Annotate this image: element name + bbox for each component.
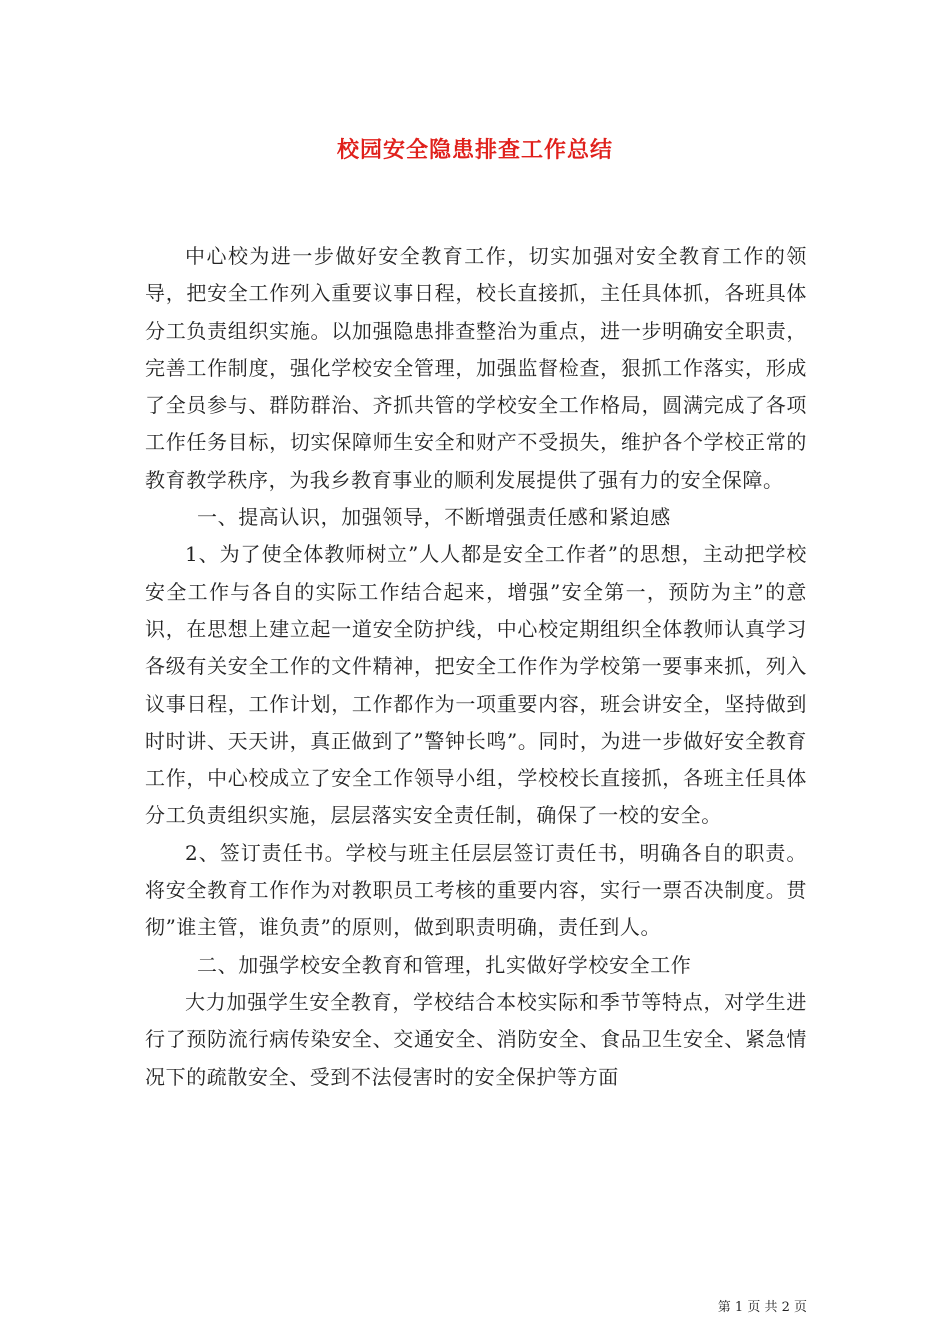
document-title: 校园安全隐患排查工作总结 (336, 137, 613, 163)
paragraph-intro: 中心校为进一步做好安全教育工作，切实加强对安全教育工作的领导，把安全工作列入重要议事日程，校长直接抓，主任具体抓，各班具体分工负责组织实施。以加强隐患排查整治为重点，进一步明确安全职责，完善工作制度，强化学校安全管理，加强监督检查，狠抓工作落实，形成了全员参与、群防群治、齐抓共管的学校安全工作格局，圆满完成了各项工作任务目标，切实保障师生安全和财产不受损失，维护各个学校正常的教育教学秩序，为我乡教育事业的顺利发展提供了强有力的安全保障。 (145, 244, 807, 492)
paragraph-item-2: 2、签订责任书。学校与班主任层层签订责任书，明确各自的职责。将安全教育工作作为对教职员工考核的重要内容，实行一票否决制度。贯彻”谁主管，谁负责”的原则，做到职责明确，责任到人。 (145, 840, 807, 940)
paragraph-item-1: 1、为了使全体教师树立”人人都是安全工作者”的思想，主动把学校安全工作与各自的实际工作结合起来，增强”安全第一，预防为主”的意识，在思想上建立起一道安全防护线，中心校定期组织全体教师认真学习各级有关安全工作的文件精神，把安全工作作为学校第一要事来抓，列入议事日程，工作计划，工作都作为一项重要内容，班会讲安全，坚持做到时时讲、天天讲，真正做到了”警钟长鸣”。同时，为进一步做好安全教育工作，中心校成立了安全工作领导小组，学校校长直接抓，各班主任具体分工负责组织实施，层层落实安全责任制，确保了一校的安全。 (145, 542, 807, 828)
paragraph-section-2: 大力加强学生安全教育，学校结合本校实际和季节等特点，对学生进行了预防流行病传染安全、交通安全、消防安全、食品卫生安全、紧急情况下的疏散安全、受到不法侵害时的安全保护等方面 (145, 989, 807, 1089)
section-heading-1: 一、提高认识，加强领导，不断增强责任感和紧迫感 (197, 505, 671, 530)
page-number-footer: 第 1 页 共 2 页 (717, 1300, 807, 1315)
section-heading-2: 二、加强学校安全教育和管理，扎实做好学校安全工作 (197, 952, 692, 977)
document-body (145, 238, 807, 1096)
